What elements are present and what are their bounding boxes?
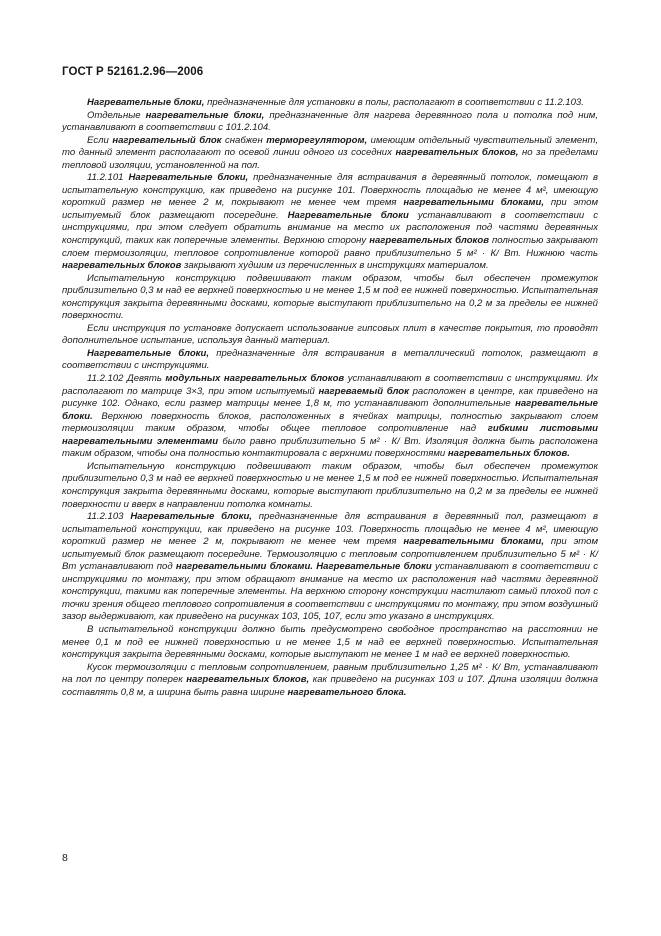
text-run: В испытательной конструкции должно быть предусмотрено свободное пространство на расстоянии не менее 0,1 м под ее нижней поверхностью и не менее 1,5 м над ее верхней поверхностью. Испытательная конструкция закрыта деревянными досками, которые выступают не менее 1 м над ее верхней поверхностью.: [62, 623, 598, 661]
bold-term: Нагревательные блоки: [287, 209, 409, 221]
text-run: закрывают худшим из перечисленных в инструкциях материалом.: [181, 260, 489, 272]
bold-term: Нагревательные блоки,: [87, 97, 205, 108]
bold-term: нагревательных блоков,: [186, 674, 310, 686]
bold-term: Нагревательные блоки: [316, 561, 432, 573]
text-run: при этом испытуемый блок размещают посередине. Термоизоляцию с тепловым сопротивлением приблизительно 5 м² · К/ Вт устанавливают под: [62, 536, 598, 573]
paragraph: [62, 348, 598, 373]
text-run: 11.2.101: [87, 172, 129, 184]
bold-term: нагревательными блоками,: [403, 536, 544, 548]
bold-term: гибкими листовыми нагревательными элементами: [62, 423, 598, 447]
paragraph: [62, 323, 598, 348]
text-run: устанавливают в соответствии с инструкциями по монтажу, при этом обращают внимание на место их расположения над частями деревянной конструкции, такими как поперечные элементы. На верхнюю сторону конструкции настилают самый плохой пол с точки зрения общего теплового сопротивления в соответствии с инструкциями по монтажу, при этом воздушный зазор выдерживают, как приведено на рисунках 103, 105, 107, если это указано в инструкциях.: [62, 561, 598, 623]
bold-term: нагревательными блоками,: [403, 197, 544, 209]
paragraph: [62, 624, 598, 662]
bold-term: нагревательных блоков: [62, 260, 182, 272]
text-run: Если инструкция по установке допускает использование гипсовых плит в качестве покрытия, то проводят дополнительное испытание, используя данный материал.: [62, 322, 598, 347]
text-run: Верхнюю поверхность блоков, расположенных в ячейках матрицы, полностью закрывают слоем термоизоляции таким образом, чтобы общее тепловое сопротивление над: [62, 410, 598, 435]
paragraph: [62, 662, 598, 700]
paragraph: [62, 511, 598, 624]
text-run: как приведено на рисунках 103 и 107. Длина изоляции должна составлять 0,8 м, а ширина быть равна ширине: [62, 674, 598, 698]
bold-term: нагревательного блока.: [287, 686, 407, 698]
bold-term: нагревательные блоки,: [145, 109, 265, 121]
text-run: предназначенные для встраивания в деревянный потолок, помещают в испытательную конструкцию, как приведено на рисунке 101. Поверхность площадью не менее 4 м², имеющую короткий размер не менее 2 м, покрывают не менее чем тремя: [62, 172, 598, 209]
paragraph: [62, 97, 598, 110]
bold-term: нагревательных блоков,: [395, 147, 519, 159]
text-run: предназначенные для установки в полы, располагают в соответствии с 11.2.103.: [204, 97, 584, 108]
text-run: устанавливают в соответствии с инструкциями, при этом следует обратить внимание на место их расположения под частями деревянных конструкций, таких как поперечные элементы. Верхнюю сторону: [62, 209, 598, 247]
text-run: Испытательную конструкцию подвешивают таким образом, чтобы был обеспечен промежуток приблизительно 0,3 м над ее верхней поверхностью и не менее 1,5 м под ее нижней поверхностью. Испытательная конструкция закрыта деревянными досками, которые выступают приблизительно на 0,2 м за пределы ее нижней поверхности и вверх в направлении потолка комнаты.: [62, 460, 598, 510]
bold-term: нагревательных блоков.: [447, 448, 570, 460]
paragraph: [62, 273, 598, 323]
text-run: было равно приблизительно 5 м² · К/ Вт. Изоляция должна быть расположена таким образом, чтобы она полностью контактировала с верхними поверхностями: [62, 435, 598, 460]
bold-term: терморегулятором,: [266, 134, 368, 146]
text-run: при этом испытуемый блок размещают посередине.: [62, 197, 598, 221]
bold-term: Нагревательные блоки,: [87, 347, 209, 359]
text-run: Кусок термоизоляции с тепловым сопротивлением, равным приблизительно 1,25 м² · К/ Вт, устанавливают на пол по центру поперек: [62, 661, 598, 686]
paragraph: [62, 172, 598, 272]
text-run: предназначенные для нагрева деревянного пола и потолка под ним, устанавливают в соответствии с 101.2.104.: [62, 109, 599, 134]
bold-term: нагревательных блоков: [369, 235, 489, 247]
text-run: предназначенные для встраивания в металлический потолок, размещают в соответствии с инструкциями.: [62, 347, 598, 372]
bold-term: Нагревательные блоки,: [130, 511, 252, 523]
bold-term: нагревательные блоки.: [62, 398, 598, 422]
text-run: расположен в центре, как приведено на рисунке 102. Однако, если размер матрицы менее 1,8 м, то устанавливают дополнительные: [62, 385, 598, 410]
text-run: имеющим отдельный чувствительный элемент, то данный элемент располагают по осевой линии одного из соседних: [62, 134, 598, 159]
bold-term: нагреваемый блок: [318, 385, 409, 397]
text-run: 11.2.103: [87, 511, 131, 523]
standard-code-header: ГОСТ Р 52161.2.96—2006: [62, 66, 204, 78]
document-body: [62, 97, 598, 699]
bold-term: модульных нагревательных блоков: [165, 373, 345, 385]
bold-term: Нагревательные блоки,: [128, 172, 249, 184]
text-run: устанавливают в соответствии с инструкциями. Их располагают по матрице 3×3, при этом испытуемый: [62, 373, 598, 397]
page-number: 8: [62, 852, 68, 864]
bold-term: нагревательными блоками.: [175, 561, 313, 573]
text-run: 11.2.102 Девять: [87, 373, 166, 385]
paragraph: [62, 373, 598, 461]
text-run: Испытательную конструкцию подвешивают таким образом, чтобы был обеспечен промежуток приблизительно 0,3 м над ее верхней поверхностью и не менее 1,5 м под ее нижней поверхностью. Испытательная конструкция закрыта деревянными досками, которые выступают приблизительно на 0,2 м за пределы ее нижней поверхности.: [62, 272, 598, 322]
text-run: предназначенные для встраивания в деревянный пол, размещают в испытательной конструкции, как приведено на рисунке 103. Поверхность площадью не менее 4 м², имеющую короткий размер не менее 2 м, покрывают не менее чем тремя: [62, 511, 598, 548]
paragraph: [62, 135, 598, 173]
paragraph: [62, 110, 598, 135]
text-run: полностью закрывают слоем термоизоляции, тепловое сопротивление которой равно приблизительно 5 м² · К/ Вт. Нижнюю часть: [62, 235, 598, 259]
bold-term: нагревательный блок: [112, 134, 222, 146]
text-run: снабжен: [221, 134, 267, 146]
paragraph: [62, 461, 598, 511]
text-run: Отдельные: [87, 109, 146, 121]
text-run: Если: [87, 134, 113, 146]
text-run: но за пределами тепловой изоляции, установленной на пол.: [62, 147, 598, 171]
